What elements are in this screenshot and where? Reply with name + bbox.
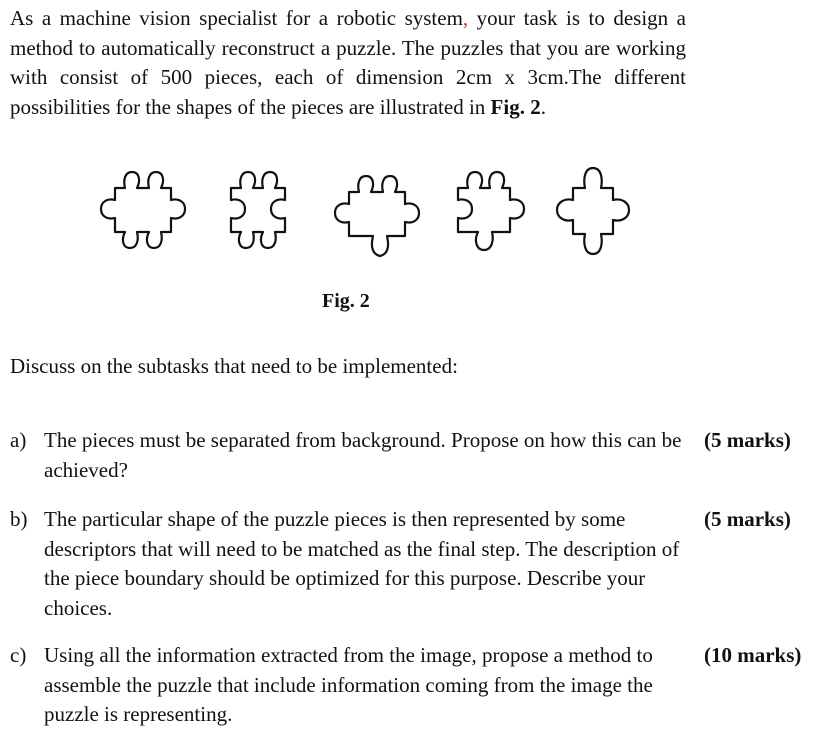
puzzle-piece-3 [335,176,419,256]
question-b-marks: (5 marks) [704,507,791,531]
question-b-text: The particular shape of the puzzle pieces is then represented by some descriptors that will need to be matched as the final step. The description of the piece boundary should be optimized for this purpose. Describe your choices. [44,507,680,620]
intro-text-2: your task is to design a method to automatically reconstruct a puzzle. The puzzles that you are working with consist of 500 pieces, each of dimension 2cm x 3cm.The different possibilities for the shapes of the pieces are illustrated in [10,6,686,119]
intro-comma: , [462,6,469,30]
intro-text-1: As a machine vision specialist for a robotic system [10,6,463,30]
question-c-marks: (10 marks) [704,643,802,667]
question-b-letter: b) [10,507,28,531]
question-a-text: The pieces must be separated from background. Propose on how this can be achieved? [44,428,682,482]
discuss-prompt: Discuss on the subtasks that need to be implemented: [10,354,458,378]
question-a-letter: a) [10,428,27,452]
intro-fig-reference: Fig. 2 [490,94,541,119]
figure-caption: Fig. 2 [322,290,370,312]
question-a-marks: (5 marks) [704,428,791,452]
question-c-letter: c) [10,643,27,667]
intro-paragraph [10,4,686,122]
question-c-text: Using all the information extracted from the image, propose a method to assemble the puzzle that include information coming from the image the puzzle is representing. [44,643,653,726]
puzzle-piece-2 [231,172,285,248]
puzzle-piece-1 [101,172,185,248]
intro-end: . [540,94,546,119]
puzzle-piece-5 [557,168,629,254]
puzzle-figure [95,150,655,270]
puzzle-piece-4 [458,172,524,250]
